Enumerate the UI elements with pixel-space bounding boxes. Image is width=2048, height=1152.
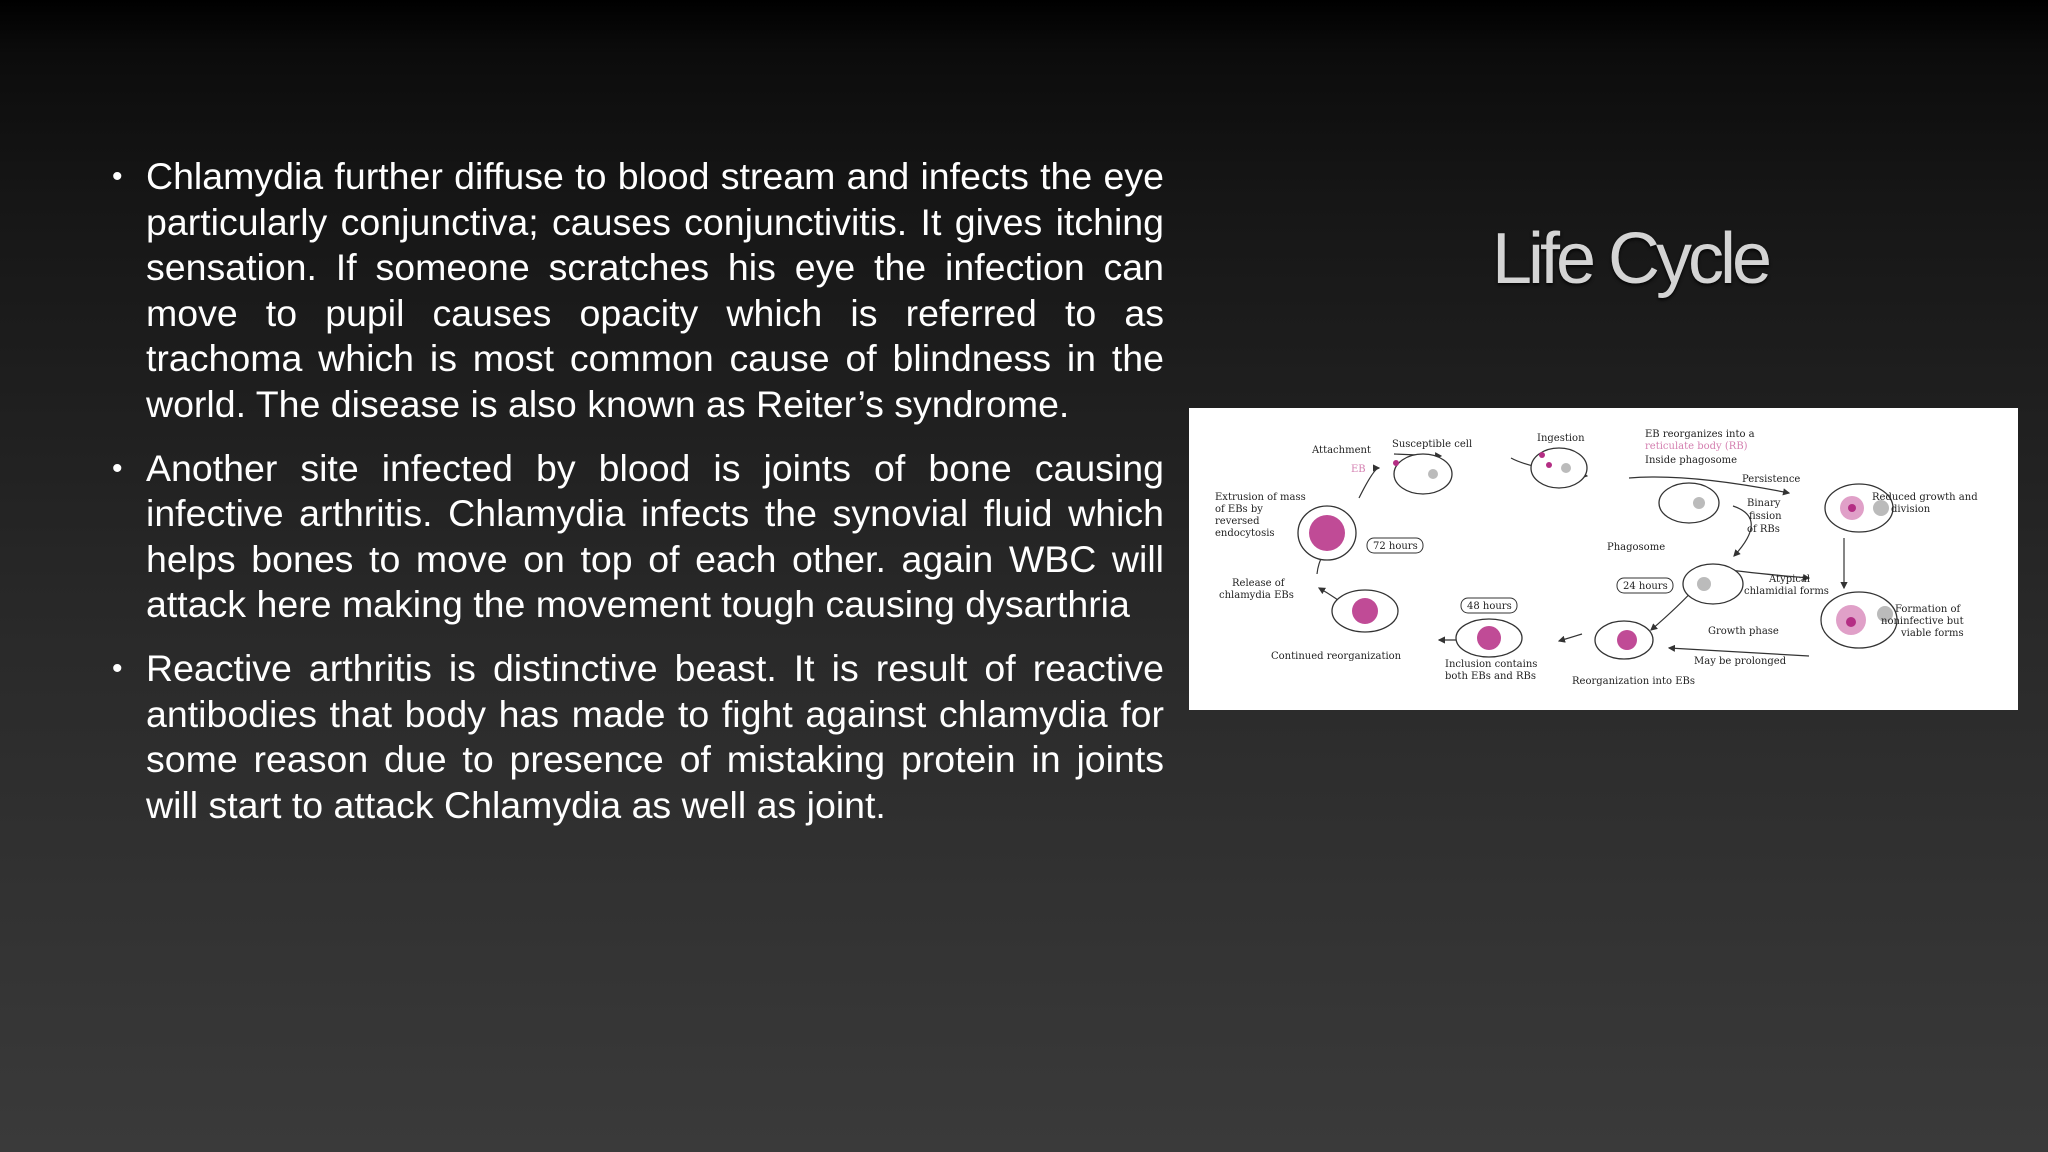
label-reorganization-into-ebs: Reorganization into EBs xyxy=(1572,676,1695,687)
label-72-hours: 72 hours xyxy=(1373,541,1418,552)
label-inclusion-contains: Inclusion contains xyxy=(1445,659,1538,670)
label-chlamidial-forms: chlamidial forms xyxy=(1744,586,1829,597)
label-48-hours: 48 hours xyxy=(1467,601,1512,612)
label-growth-phase: Growth phase xyxy=(1708,626,1779,637)
label-reduced-growth: Reduced growth and xyxy=(1872,492,1978,503)
label-inside-phagosome: Inside phagosome xyxy=(1645,455,1737,466)
bullet-item: • Reactive arthritis is distinctive beast. It is result of reactive antibodies that body has made to fight against chlamydia for some reason due to presence of mistaking protein in joints will start to attack Chlamydia as well as joint. xyxy=(112,646,1164,828)
label-atypical: Atypical xyxy=(1769,574,1811,585)
bullet-item: • Another site infected by blood is joints of bone causing infective arthritis. Chlamydia infects the synovial fluid which helps bones to move on top of each other. again WBC will attack here making the movement tough causing dysarthria xyxy=(112,446,1164,628)
label-fission: fission xyxy=(1749,511,1782,522)
label-phagosome: Phagosome xyxy=(1607,542,1666,553)
label-division: division xyxy=(1891,504,1931,515)
label-reticulate-body: reticulate body (RB) xyxy=(1645,441,1748,452)
label-persistence: Persistence xyxy=(1742,474,1801,485)
slide-title: Life Cycle xyxy=(1491,219,1769,299)
life-cycle-diagram xyxy=(1189,408,2018,710)
label-endocytosis: endocytosis xyxy=(1215,528,1275,539)
label-ingestion: Ingestion xyxy=(1537,433,1585,444)
label-release: Release of xyxy=(1232,578,1285,589)
label-eb: EB xyxy=(1351,464,1366,475)
label-both-ebs-rbs: both EBs and RBs xyxy=(1445,671,1537,682)
label-chlamydia-ebs: chlamydia EBs xyxy=(1219,590,1294,601)
label-of-ebs-by: of EBs by xyxy=(1215,504,1263,515)
label-susceptible-cell: Susceptible cell xyxy=(1392,439,1473,450)
bullet-item: • Chlamydia further diffuse to blood stream and infects the eye particularly conjunctiva; causes conjunctivitis. It gives itching sensation. If someone scratches his eye the infection can move to pupil causes opacity which is referred to as trachoma which is most common cause of blindness in the world. The disease is also known as Reiter’s syndrome. xyxy=(112,154,1164,428)
label-viable-forms: viable forms xyxy=(1901,628,1964,639)
label-of-rbs: of RBs xyxy=(1747,524,1780,535)
bullet-list xyxy=(112,154,1164,846)
label-reversed: reversed xyxy=(1215,516,1260,527)
label-noninfective: noninfective but xyxy=(1881,616,1964,627)
label-extrusion: Extrusion of mass xyxy=(1215,492,1306,503)
label-eb-reorganizes: EB reorganizes into a xyxy=(1645,429,1755,440)
life-cycle-diagram-svg xyxy=(1189,408,2018,710)
label-binary: Binary xyxy=(1747,498,1781,509)
label-formation: Formation of xyxy=(1895,604,1961,615)
label-may-be-prolonged: May be prolonged xyxy=(1694,656,1787,667)
label-24-hours: 24 hours xyxy=(1623,581,1668,592)
label-attachment: Attachment xyxy=(1312,445,1371,456)
label-continued-reorganization: Continued reorganization xyxy=(1271,651,1402,662)
